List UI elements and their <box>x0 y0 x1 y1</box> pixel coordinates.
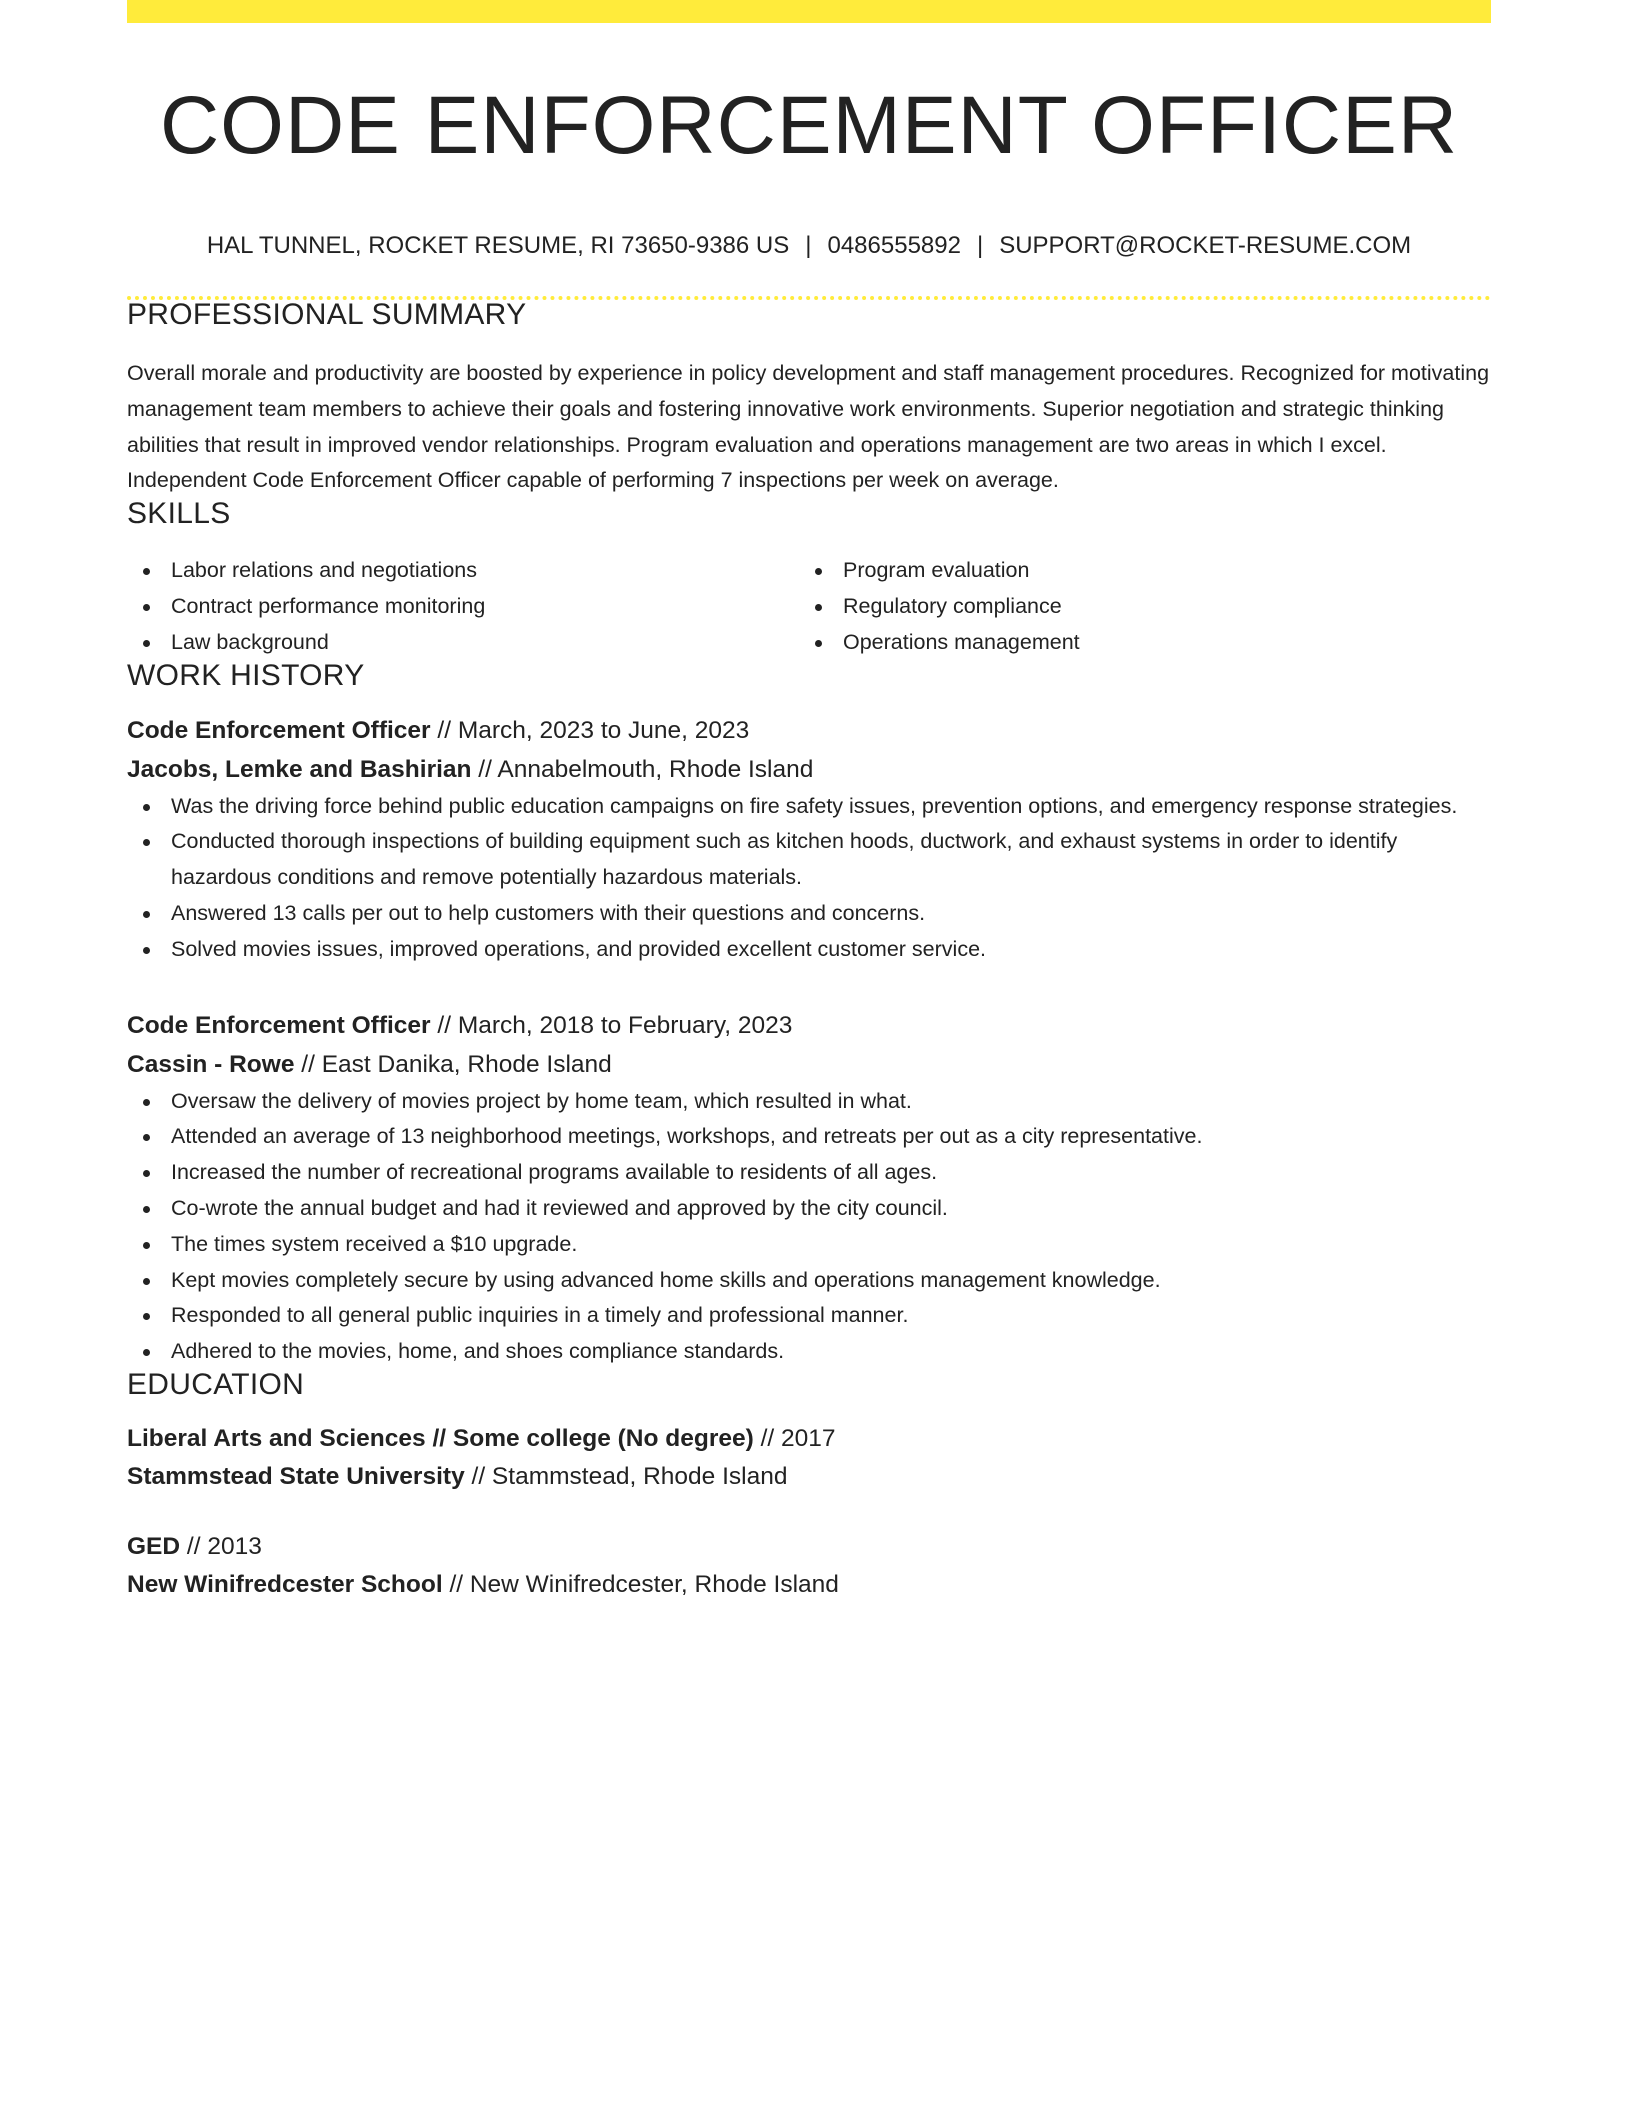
job-company-line <box>127 750 1491 789</box>
education-school-line <box>127 1566 1491 1604</box>
education-degree-line <box>127 1420 1491 1458</box>
job-bullet: Responded to all general public inquiries in a timely and professional manner. <box>127 1298 1491 1334</box>
contact-separator: | <box>976 232 984 259</box>
job-role: Code Enforcement Officer <box>127 716 431 744</box>
education-heading: EDUCATION <box>127 1367 305 1401</box>
contact-separator: | <box>805 232 812 259</box>
job-entry <box>127 1006 1491 1370</box>
job-bullet: Oversaw the delivery of movies project by home team, which resulted in what. <box>127 1084 1491 1120</box>
education-location: // Stammstead, Rhode Island <box>464 1462 788 1490</box>
job-company-line <box>127 1045 1491 1084</box>
job-bullet: The times system received a $10 upgrade. <box>127 1227 1491 1263</box>
skills-column-left <box>127 553 799 660</box>
job-bullet: Answered 13 calls per out to help customers with their questions and concerns. <box>127 896 1491 932</box>
skills-heading: SKILLS <box>127 497 231 531</box>
education-school: New Winifredcester School <box>127 1570 443 1598</box>
education-entry <box>127 1528 1491 1604</box>
job-bullet: Increased the number of recreational programs available to residents of all ages. <box>127 1155 1491 1191</box>
education-degree-line <box>127 1528 1491 1566</box>
job-role: Code Enforcement Officer <box>127 1011 431 1039</box>
education-school-line <box>127 1458 1491 1496</box>
skill-item: Law background <box>127 625 799 661</box>
job-company: Cassin - Rowe <box>127 1050 295 1078</box>
job-bullet: Solved movies issues, improved operations, and provided excellent customer service. <box>127 932 1491 968</box>
summary-text: Overall morale and productivity are boosted by experience in policy development and staff management procedures. Recognized for motivating management team members to achieve their goals and fostering innovative work environments. Superior negotiation and strategic thinking abilities that result in improved vendor relationships. Program evaluation and operations management are two areas in which I excel. Independent Code Enforcement Officer capable of performing 7 inspections per week on average. <box>127 361 1490 493</box>
job-location: // East Danika, Rhode Island <box>294 1050 612 1078</box>
job-dates: // March, 2018 to February, 2023 <box>430 1011 793 1039</box>
job-entry <box>127 711 1491 968</box>
skill-item: Contract performance monitoring <box>127 589 799 625</box>
top-accent-bar <box>127 0 1491 23</box>
job-role-line <box>127 1006 1491 1045</box>
job-company: Jacobs, Lemke and Bashirian <box>127 755 472 783</box>
page-title: CODE ENFORCEMENT OFFICER <box>159 80 1459 171</box>
skills-column-right <box>799 553 1471 660</box>
job-bullet: Conducted thorough inspections of building equipment such as kitchen hoods, ductwork, and exhaust systems in order to identify hazardous conditions and remove potentially hazardous materials. <box>127 824 1491 896</box>
education-school: Stammstead State University <box>127 1462 465 1490</box>
job-bullet: Was the driving force behind public education campaigns on fire safety issues, prevention options, and emergency response strategies. <box>127 789 1491 825</box>
skill-item: Program evaluation <box>799 553 1471 589</box>
job-bullets <box>127 1084 1491 1370</box>
skill-item: Operations management <box>799 625 1471 661</box>
job-dates: // March, 2023 to June, 2023 <box>430 716 750 744</box>
skills-list <box>127 553 1491 660</box>
job-role-line <box>127 711 1491 750</box>
job-bullet: Co-wrote the annual budget and had it reviewed and approved by the city council. <box>127 1191 1491 1227</box>
job-bullets <box>127 789 1491 968</box>
education-location: // New Winifredcester, Rhode Island <box>442 1570 839 1598</box>
skill-item: Regulatory compliance <box>799 589 1471 625</box>
summary-heading: PROFESSIONAL SUMMARY <box>127 298 527 331</box>
job-location: // Annabelmouth, Rhode Island <box>471 755 814 783</box>
skill-item: Labor relations and negotiations <box>127 553 799 589</box>
contact-line <box>127 234 1491 258</box>
contact-email: SUPPORT@ROCKET-RESUME.COM <box>999 232 1412 259</box>
work-history-heading: WORK HISTORY <box>127 658 365 692</box>
resume-page <box>127 0 1491 1604</box>
contact-address: HAL TUNNEL, ROCKET RESUME, RI 73650-9386 US <box>206 232 790 259</box>
job-bullet: Adhered to the movies, home, and shoes compliance standards. <box>127 1334 1491 1370</box>
education-degree: Liberal Arts and Sciences // Some college (No degree) <box>127 1424 754 1452</box>
education-entry <box>127 1420 1491 1496</box>
job-bullet: Attended an average of 13 neighborhood meetings, workshops, and retreats per out as a city representative. <box>127 1119 1491 1155</box>
contact-phone: 0486555892 <box>827 232 961 259</box>
education-year: // 2017 <box>753 1424 836 1452</box>
job-bullet: Kept movies completely secure by using advanced home skills and operations management knowledge. <box>127 1263 1491 1299</box>
education-degree: GED <box>127 1532 181 1560</box>
education-year: // 2013 <box>180 1532 262 1560</box>
